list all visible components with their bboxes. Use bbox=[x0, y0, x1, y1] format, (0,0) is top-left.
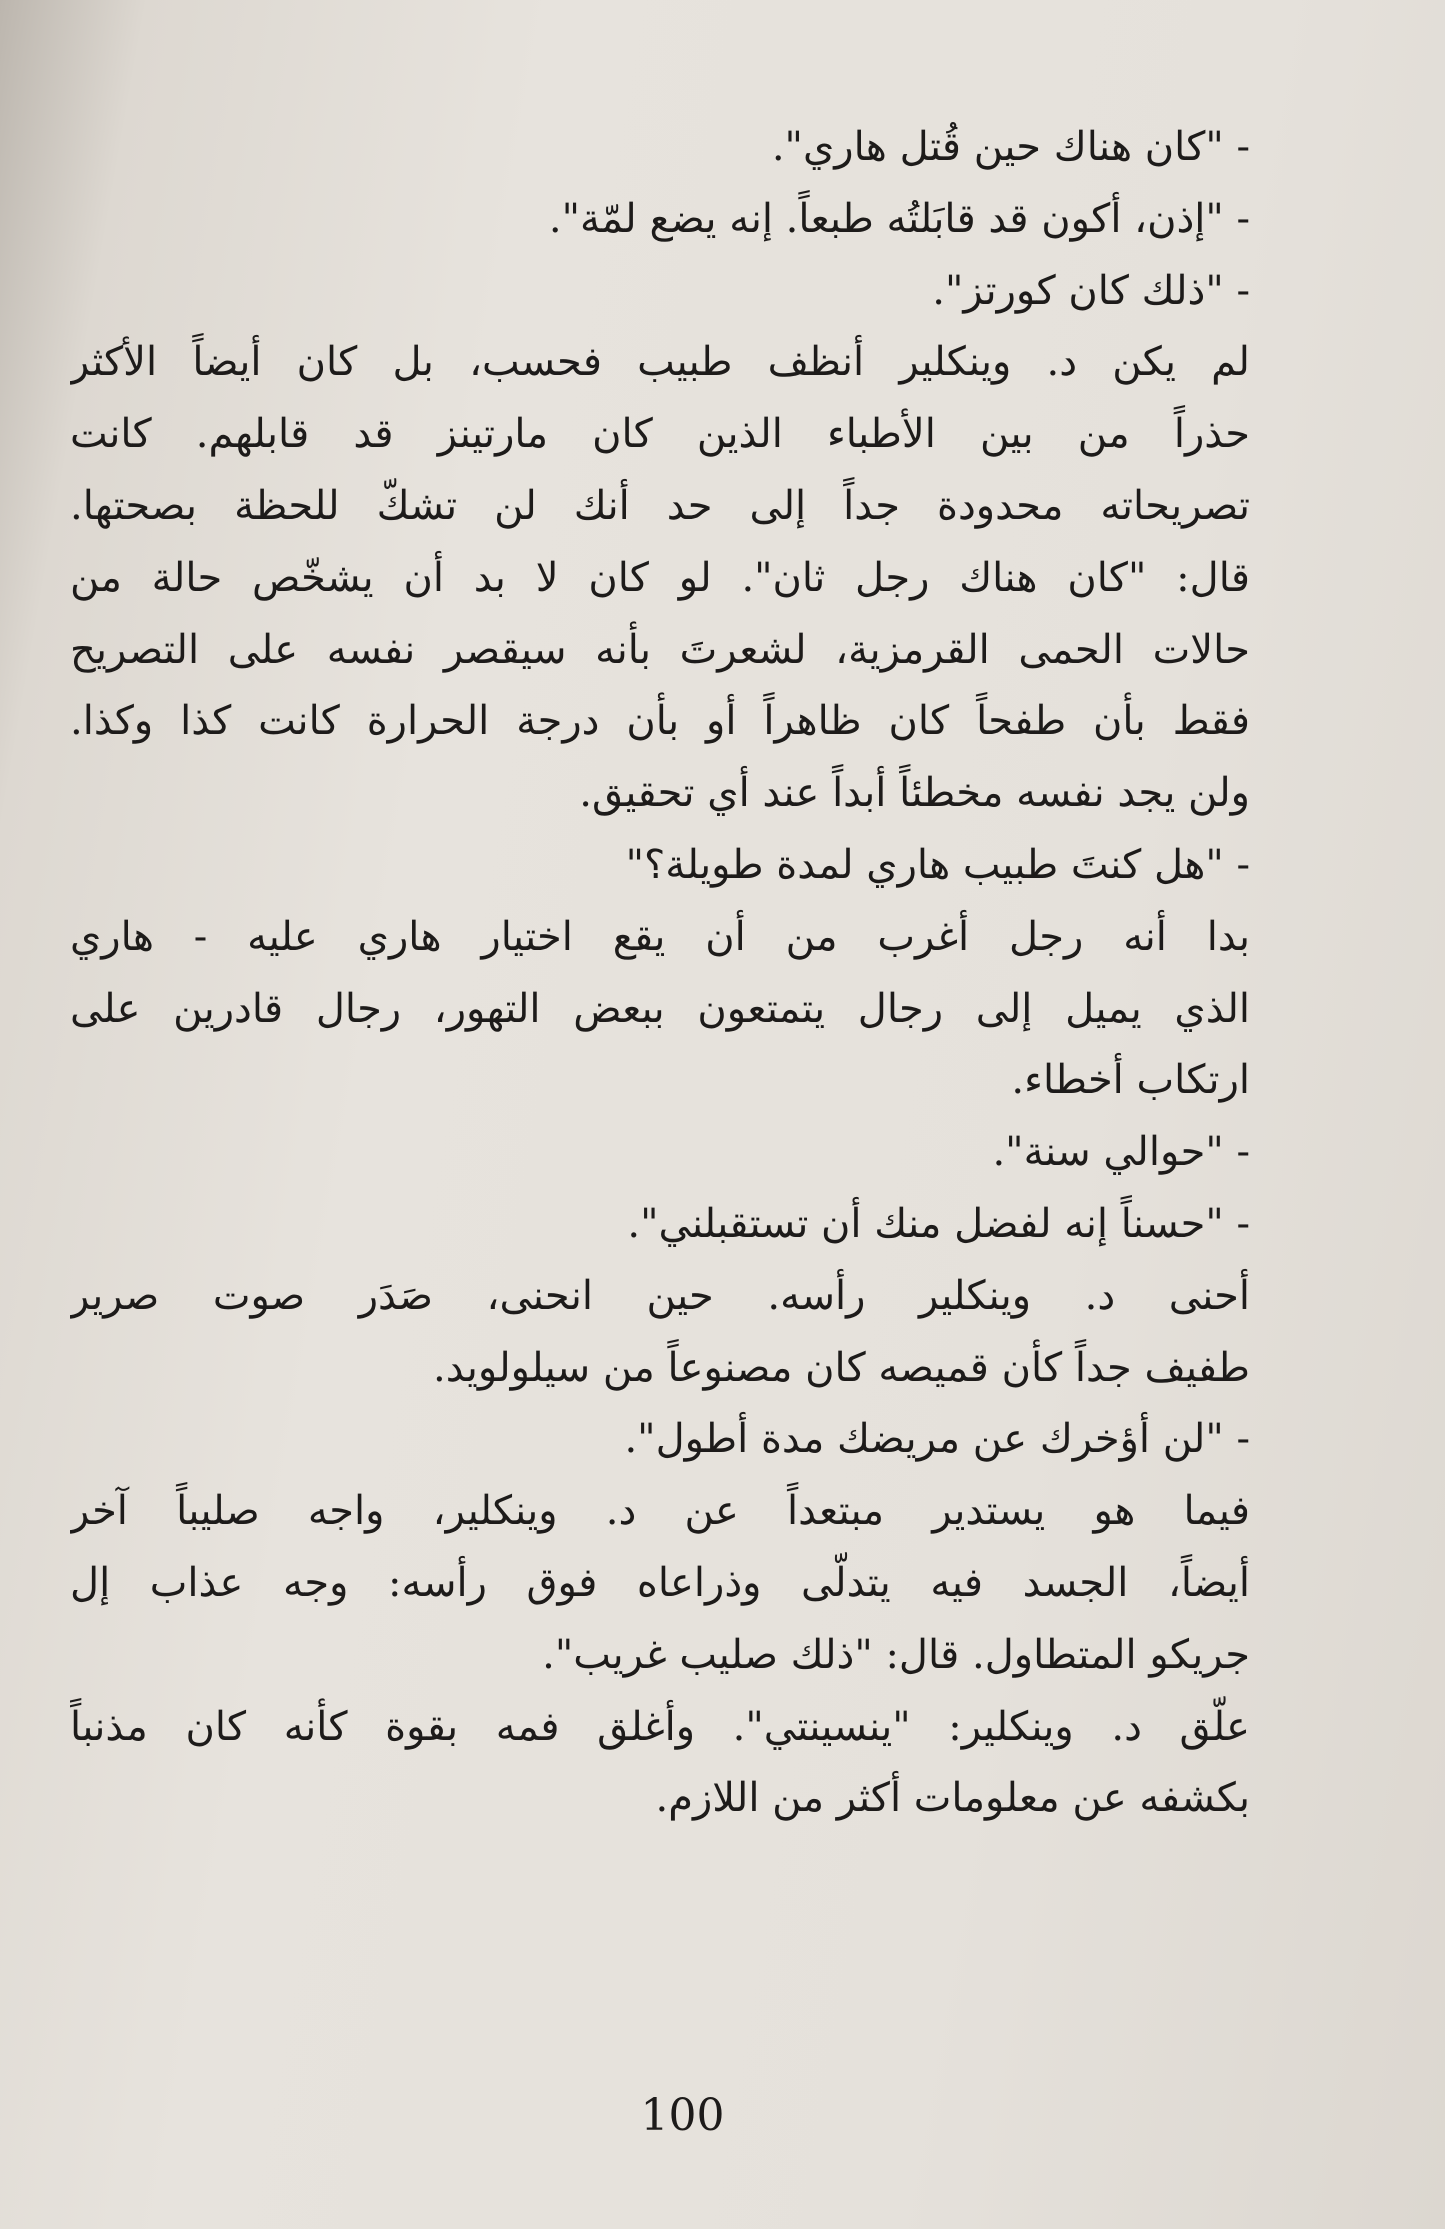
text-line: ارتكاب أخطاء. bbox=[1011, 1057, 1250, 1104]
text-line: حالات الحمى القرمزية، لشعرتَ بأنه سيقصر نفسه على التصريح bbox=[70, 626, 1250, 673]
text-line: لم يكن د. وينكلير أنظف طبيب فحسب، بل كان أيضاً الأكثر bbox=[70, 339, 1250, 386]
text-line: أحنى د. وينكلير رأسه. حين انحنى، صَدَر صوت صرير bbox=[70, 1272, 1250, 1319]
text-line: - "هل كنتَ طبيب هاري لمدة طويلة؟" bbox=[625, 841, 1250, 888]
text-line: - "لن أؤخرك عن مريضك مدة أطول". bbox=[624, 1416, 1250, 1463]
text-line: فيما هو يستدير مبتعداً عن د. وينكلير، واجه صليباً آخر bbox=[70, 1488, 1250, 1535]
text-line: بكشفه عن معلومات أكثر من اللازم. bbox=[655, 1775, 1250, 1822]
text-line: بدا أنه رجل أغرب من أن يقع اختيار هاري عليه - هاري bbox=[70, 913, 1250, 960]
text-line: تصريحاته محدودة جداً إلى حد أنك لن تشكّ للحظة بصحتها. bbox=[70, 482, 1250, 529]
page-body-text bbox=[70, 112, 1250, 1835]
text-line: حذراً من بين الأطباء الذين كان مارتينز قد قابلهم. كانت bbox=[70, 411, 1250, 458]
text-line: قال: "كان هناك رجل ثان". لو كان لا بد أن يشخّص حالة من bbox=[70, 554, 1250, 601]
text-line: - "حسناً إنه لفضل منك أن تستقبلني". bbox=[627, 1200, 1250, 1247]
text-line: - "ذلك كان كورتز". bbox=[932, 267, 1250, 314]
text-line: طفيف جداً كأن قميصه كان مصنوعاً من سيلولويد. bbox=[432, 1344, 1250, 1391]
text-line: علّق د. وينكلير: "ينسينتي". وأغلق فمه بقوة كأنه كان مذنباً bbox=[70, 1703, 1250, 1750]
text-line: جريكو المتطاول. قال: "ذلك صليب غريب". bbox=[542, 1631, 1250, 1678]
text-line: - "حوالي سنة". bbox=[992, 1129, 1250, 1176]
text-line: فقط بأن طفحاً كان ظاهراً أو بأن درجة الحرارة كانت كذا وكذا. bbox=[70, 698, 1250, 745]
text-line: الذي يميل إلى رجال يتمتعون ببعض التهور، رجال قادرين على bbox=[70, 985, 1250, 1032]
text-line: - "إذن، أكون قد قابَلتُه طبعاً. إنه يضع لمّة". bbox=[548, 195, 1250, 242]
page-number: 100 bbox=[640, 2090, 725, 2141]
text-line: - "كان هناك حين قُتل هاري". bbox=[771, 124, 1250, 170]
text-line: أيضاً، الجسد فيه يتدلّى وذراعاه فوق رأسه: وجه عذاب إل bbox=[70, 1559, 1250, 1606]
text-line: ولن يجد نفسه مخطئاً أبداً عند أي تحقيق. bbox=[579, 770, 1250, 817]
